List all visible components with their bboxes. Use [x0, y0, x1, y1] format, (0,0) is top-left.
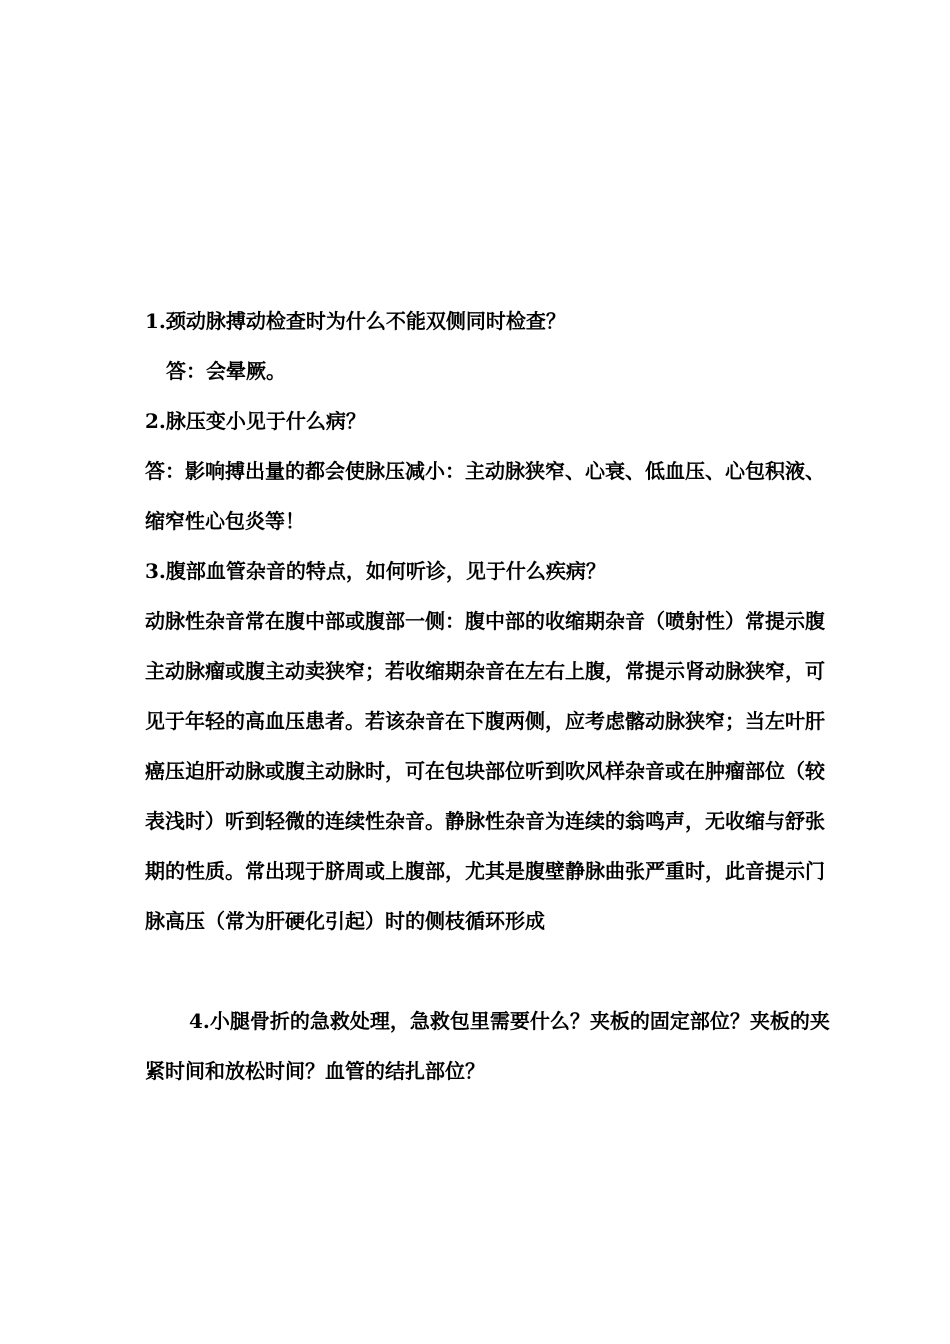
- answer-2: 答：影响搏出量的都会使脉压减小：主动脉狭窄、心衰、低血压、心包积液、缩窄性心包炎等！: [145, 459, 825, 533]
- answer-3: 动脉性杂音常在腹中部或腹部一侧：腹中部的收缩期杂音（喷射性）常提示腹主动脉瘤或腹主动卖狭窄；若收缩期杂音在左右上腹，常提示肾动脉狭窄，可见于年轻的高血压患者。若该杂音在下腹两侧，应考虑髂动脉狭窄；当左叶肝癌压迫肝动脉或腹主动脉时，可在包块部位听到吹风样杂音或在肿瘤部位（较表浅时）听到轻微的连续性杂音。静脉性杂音为连续的翁鸣声，无收缩与舒张期的性质。常出现于脐周或上腹部，尤其是腹壁静脉曲张严重时，此音提示门脉高压（常为肝硬化引起）时的侧枝循环形成: [145, 609, 825, 933]
- question-1: 1.颈动脉搏动检查时为什么不能双侧同时检查？: [145, 309, 566, 333]
- paragraph-gap: [145, 946, 835, 996]
- document-body: [145, 296, 835, 1096]
- question-3: 3.腹部血管杂音的特点，如何听诊，见于什么疾病？: [145, 559, 606, 583]
- question-4: 4.小腿骨折的急救处理，急救包里需要什么？夹板的固定部位？夹板的夹紧时间和放松时间？血管的结扎部位？: [145, 1009, 830, 1083]
- answer-1: 答：会晕厥。: [166, 359, 286, 383]
- question-2: 2.脉压变小见于什么病？: [145, 409, 366, 433]
